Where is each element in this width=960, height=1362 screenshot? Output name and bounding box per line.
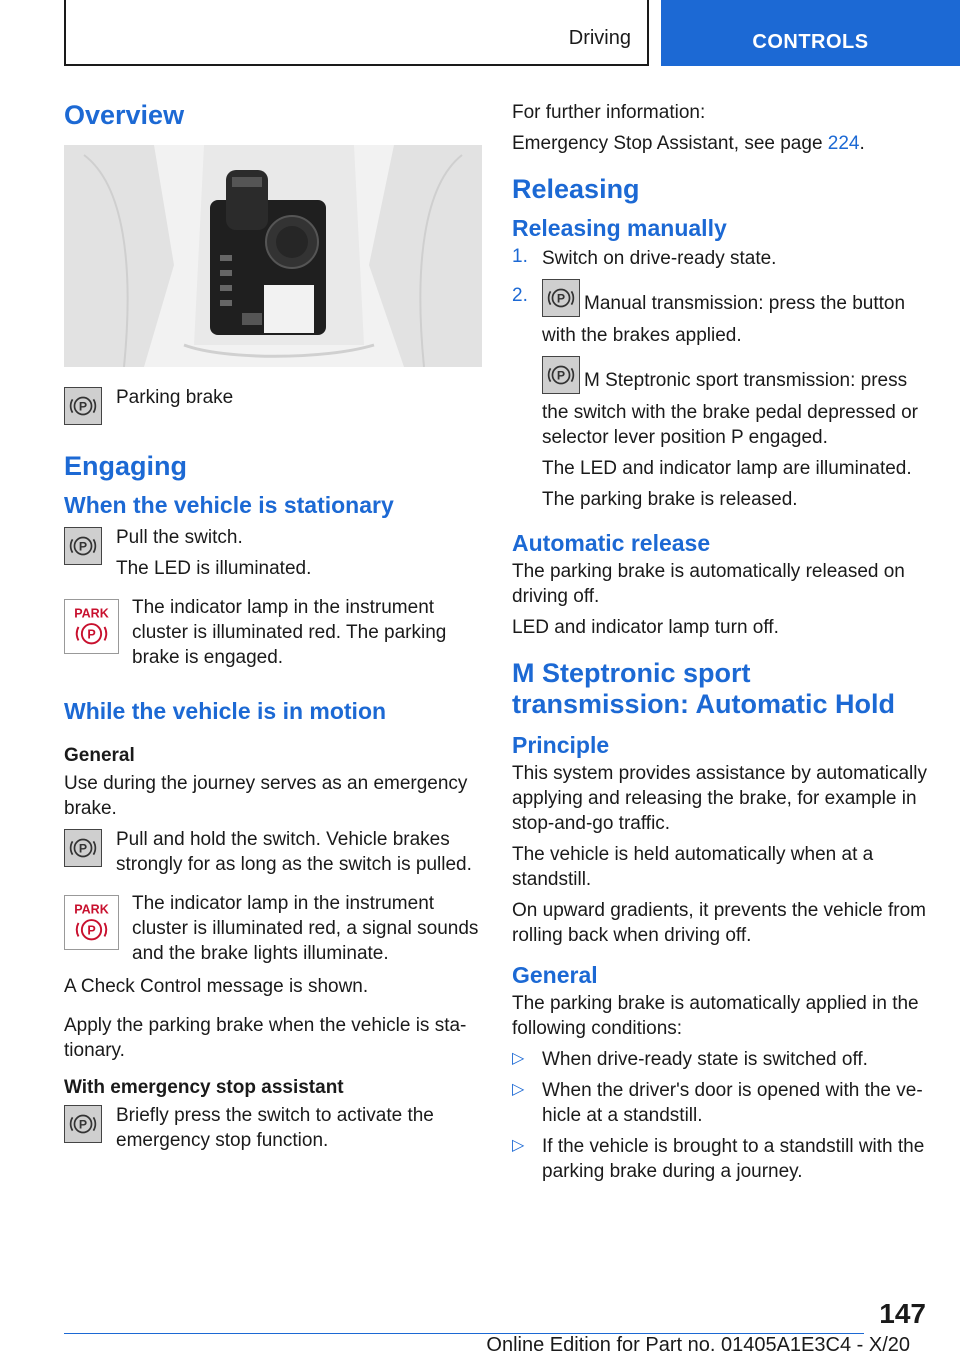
motion-indicator-row <box>64 891 482 966</box>
step-number: 1. <box>512 246 528 267</box>
footer-edition: Online Edition for Part no. 01405A1E3C4 - X/20 <box>486 1334 910 1356</box>
p-letter: P <box>78 539 88 554</box>
stationary-switch-row <box>64 525 482 581</box>
triangle-bullet-icon: ▷ <box>512 1081 525 1098</box>
step-2-steptronic <box>542 362 932 450</box>
general-subheading: General <box>64 745 135 766</box>
step-2-manual <box>542 285 932 348</box>
principle-text-1: This system provides assistance by automatically applying and releasing the brake, for example in stop-and-go traffic. <box>512 763 927 834</box>
releasing-heading: Releasing <box>512 174 640 204</box>
park-indicator-icon <box>64 895 119 950</box>
step-2-led-text: The LED and indicator lamp are illuminated. <box>542 458 912 479</box>
principle-text-2: The vehicle is held automatically when at a standstill. <box>512 844 874 890</box>
p-letter: P <box>78 841 88 856</box>
p-letter: P <box>556 368 566 383</box>
p-letter: P <box>556 291 566 306</box>
release-step-1 <box>512 246 932 271</box>
emergency-subheading: With emergency stop assistant <box>64 1077 344 1098</box>
right-column <box>512 100 932 1190</box>
bullet-text: When drive-ready state is switched off. <box>542 1049 868 1070</box>
center-console-photo <box>64 145 482 367</box>
esa-dot: . <box>859 133 865 154</box>
release-step-2 <box>512 285 932 512</box>
parking-brake-switch-icon <box>542 356 580 394</box>
autohold-heading: M Steptronic sport transmission: Automatic Hold <box>512 658 896 719</box>
esa-text: Emergency Stop Assistant, see page <box>512 133 828 154</box>
check-control-text: A Check Control message is shown. <box>64 976 369 997</box>
header-chapter-tab <box>661 0 960 66</box>
p-letter: P <box>87 627 96 642</box>
general-right-heading: General <box>512 962 598 988</box>
esa-page-link[interactable]: 224 <box>827 133 860 154</box>
park-indicator-icon <box>64 599 119 654</box>
stationary-pull-text: Pull the switch. <box>116 527 243 548</box>
condition-bullet <box>512 1047 932 1072</box>
principle-heading: Principle <box>512 732 610 758</box>
releasing-manually-heading: Releasing manually <box>512 215 727 241</box>
auto-release-text-2: LED and indicator lamp turn off. <box>512 617 779 638</box>
condition-bullet <box>512 1134 932 1184</box>
stationary-heading: When the vehicle is stationary <box>64 492 394 518</box>
p-letter: P <box>78 1117 88 1132</box>
p-letter: P <box>78 399 88 414</box>
condition-bullet <box>512 1078 932 1128</box>
header-section-box <box>64 0 649 66</box>
bullet-text: If the vehicle is brought to a standstill with the parking brake during a journey. <box>542 1136 925 1182</box>
center-console-illustration <box>64 145 482 367</box>
parking-brake-legend <box>64 385 482 429</box>
parking-brake-label: Parking brake <box>116 387 234 408</box>
overview-heading: Overview <box>64 100 185 130</box>
triangle-bullet-icon: ▷ <box>512 1137 525 1154</box>
parking-brake-switch-icon <box>64 387 102 425</box>
engaging-heading: Engaging <box>64 451 187 481</box>
motion-heading: While the vehicle is in motion <box>64 698 387 724</box>
motion-switch-row <box>64 827 482 877</box>
stationary-led-text: The LED is illuminated. <box>116 558 312 579</box>
general-text: Use during the journey serves as an emergency brake. <box>64 773 468 819</box>
apply-note-text: Apply the parking brake when the vehicle is sta‐tionary. <box>64 1015 467 1061</box>
parking-brake-switch-icon <box>64 527 102 565</box>
header-chapter-title: CONTROLS <box>752 31 869 53</box>
parking-brake-switch-icon <box>64 829 102 867</box>
emergency-switch-row <box>64 1103 482 1153</box>
stationary-indicator-text: The indicator lamp in the instrument cluster is illuminated red. The parking brake is engaged. <box>132 597 447 668</box>
page-number: 147 <box>879 1298 926 1329</box>
step-1-text: Switch on drive-ready state. <box>542 248 777 269</box>
principle-text-3: On upward gradients, it prevents the vehicle from rolling back when driving off. <box>512 900 926 946</box>
auto-release-text-1: The parking brake is automatically released on driving off. <box>512 561 905 607</box>
stationary-indicator-row <box>64 595 482 670</box>
p-letter: P <box>87 923 96 938</box>
header-section-title: Driving <box>568 27 631 49</box>
motion-indicator-text: The indicator lamp in the instrument cluster is illuminated red, a signal sounds and the brake lights illuminate. <box>132 893 479 964</box>
park-text: PARK <box>74 902 109 917</box>
parking-brake-switch-icon <box>542 279 580 317</box>
step-2-manual-text: Manual transmission: press the button with the brakes applied. <box>542 293 906 346</box>
step-2-released-text: The parking brake is released. <box>542 489 798 510</box>
left-column <box>64 100 482 1161</box>
parking-brake-switch-icon <box>64 1105 102 1143</box>
motion-pull-text: Pull and hold the switch. Vehicle brakes strongly for as long as the switch is pulled. <box>116 829 472 875</box>
step-number: 2. <box>512 285 528 306</box>
emergency-text: Briefly press the switch to activate the emergency stop function. <box>116 1105 434 1151</box>
general-right-text: The parking brake is automatically applied in the following conditions: <box>512 993 919 1039</box>
triangle-bullet-icon: ▷ <box>512 1050 525 1067</box>
step-2-steptronic-text: M Steptronic sport transmission: press the switch with the brake pedal depressed or selector lever position P engaged. <box>542 370 918 448</box>
bullet-text: When the driver's door is opened with the ve‐hicle at a standstill. <box>542 1080 923 1126</box>
park-text: PARK <box>74 606 109 621</box>
automatic-release-heading: Automatic release <box>512 530 711 556</box>
further-info-text: For further information: <box>512 102 706 123</box>
esa-reference <box>512 131 932 156</box>
